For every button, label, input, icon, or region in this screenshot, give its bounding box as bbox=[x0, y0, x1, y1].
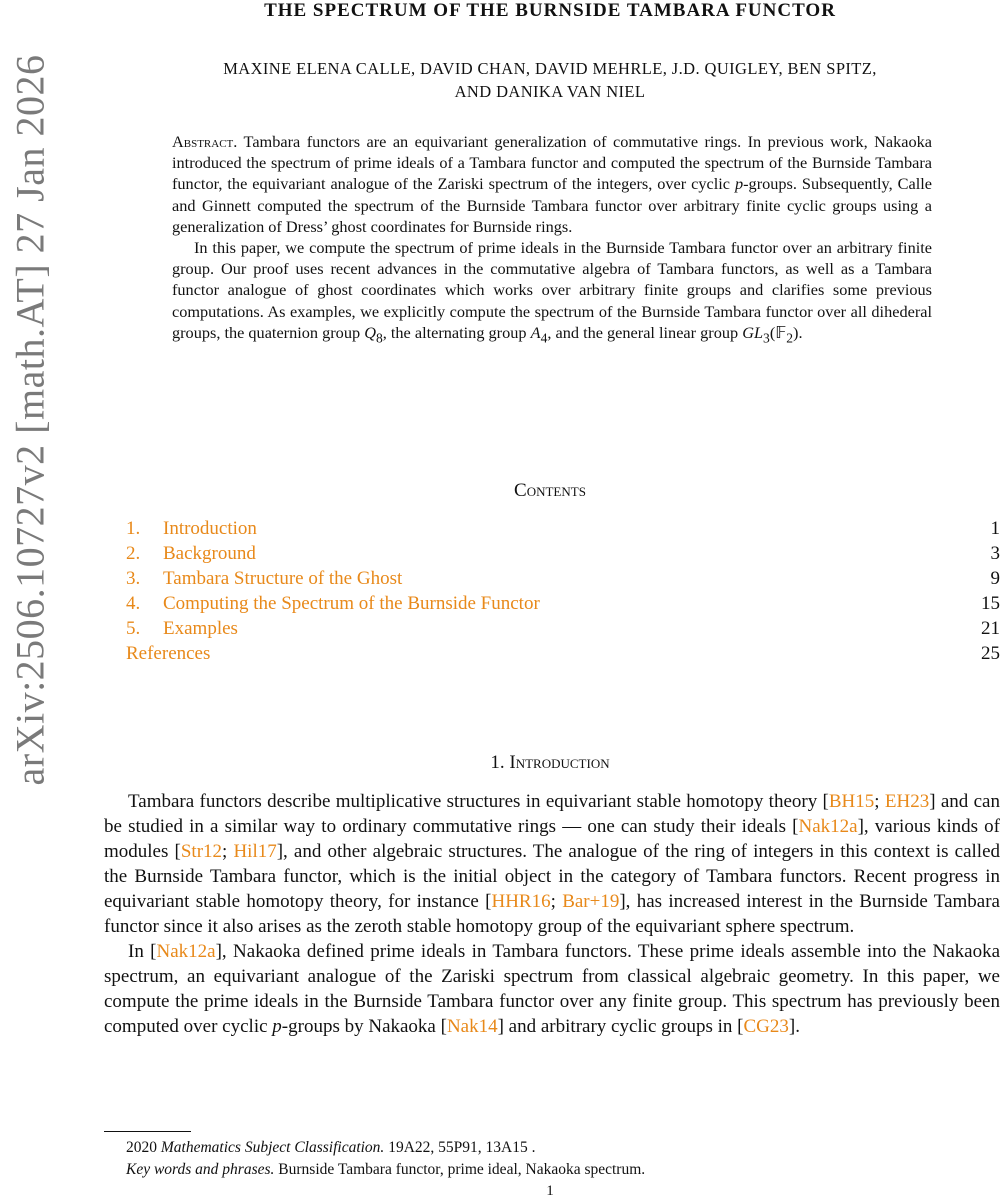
toc-link-examples[interactable]: Examples bbox=[163, 618, 238, 639]
abstract-text: In this paper, we compute the spectrum of prime ideals in the Burnside Tambara functor over an arbitrary finite group. Our proof uses recent advances in the commutative algebra of Tambara functors, as well as a Tambara functor analogue of ghost coordinates which works over arbitrary finite groups and clarifies some previous computations. As examples, we explicitly compute the spectrum of the Burnside Tambara functor over all dihederal groups, the quaternion group bbox=[172, 238, 932, 342]
toc-page: 21 bbox=[981, 618, 1000, 639]
arxiv-id: arXiv:2506.10727v2 [math.AT] 27 Jan 2026 bbox=[7, 54, 53, 786]
math-q8: Q bbox=[364, 322, 376, 342]
footnote-label: Key words and phrases. bbox=[126, 1161, 275, 1178]
body-paragraph-1 bbox=[104, 789, 1000, 939]
citation-link[interactable]: Bar+19 bbox=[562, 891, 620, 912]
math-p: p bbox=[272, 1016, 282, 1037]
body-text: ; bbox=[222, 841, 234, 862]
section-body bbox=[104, 789, 1000, 1039]
section-number: 1. bbox=[490, 752, 505, 773]
toc-page: 15 bbox=[981, 593, 1000, 614]
toc-entry[interactable] bbox=[126, 516, 1000, 541]
body-text: ; bbox=[550, 891, 563, 912]
math-subscript: 3 bbox=[763, 330, 770, 346]
footnote-msc bbox=[104, 1137, 1000, 1159]
table-of-contents bbox=[126, 516, 1000, 666]
page-number: 1 bbox=[546, 1183, 554, 1199]
citation-link[interactable]: Nak12a bbox=[798, 816, 858, 837]
footnote-rule bbox=[104, 1131, 191, 1132]
toc-page: 25 bbox=[981, 643, 1000, 664]
body-text: -groups by Nakaoka [ bbox=[281, 1016, 447, 1037]
toc-link-references[interactable]: References bbox=[126, 643, 211, 664]
citation-link[interactable]: BH15 bbox=[828, 791, 875, 812]
citation-link[interactable]: Nak14 bbox=[446, 1016, 498, 1037]
math-subscript: 8 bbox=[375, 330, 383, 346]
math-gl: GL bbox=[742, 322, 764, 342]
math-subscript: 2 bbox=[786, 330, 794, 346]
citation-link[interactable]: Nak12a bbox=[156, 941, 216, 962]
footnotes bbox=[104, 1137, 1000, 1181]
contents-heading: Contents bbox=[514, 480, 586, 501]
toc-link-tambara-structure[interactable]: Tambara Structure of the Ghost bbox=[163, 568, 403, 589]
authors-line-1: MAXINE ELENA CALLE, DAVID CHAN, DAVID MEHRLE, J.D. QUIGLEY, BEN SPITZ, bbox=[223, 59, 877, 78]
math-a4: A bbox=[530, 322, 541, 342]
citation-link[interactable]: HHR16 bbox=[491, 891, 551, 912]
abstract-text: , and the general linear group bbox=[547, 322, 739, 342]
toc-number[interactable]: 4. bbox=[126, 593, 141, 614]
body-text: ], various kinds of modules [ bbox=[104, 816, 1000, 862]
body-text: In [ bbox=[128, 941, 157, 962]
abstract bbox=[172, 131, 932, 348]
math-p: p bbox=[735, 174, 744, 194]
abstract-label: Abstract. bbox=[172, 132, 238, 151]
arxiv-stamp bbox=[0, 0, 60, 1200]
body-text: ] and can be studied in a similar way to ordinary commutative rings — one can study their ideals [ bbox=[104, 791, 1000, 837]
citation-link[interactable]: CG23 bbox=[743, 1016, 789, 1037]
citation-link[interactable]: Str12 bbox=[180, 841, 223, 862]
toc-entry[interactable] bbox=[126, 616, 1000, 641]
toc-link-computing-spectrum[interactable]: Computing the Spectrum of the Burnside Functor bbox=[163, 593, 540, 614]
footnote-text: 2020 bbox=[126, 1139, 161, 1156]
body-text: ; bbox=[874, 791, 885, 812]
abstract-text: Tambara functors are an equivariant generalization of commutative rings. In previous work, Nakaoka introduced the spectrum of prime ideals of a Tambara functor and computed the spectrum of the Burnside Tambara functor, the equivariant analogue of the Zariski spectrum of the integers, over cyclic bbox=[172, 132, 933, 194]
toc-entry[interactable] bbox=[126, 566, 1000, 591]
toc-entry[interactable] bbox=[126, 541, 1000, 566]
toc-entry[interactable] bbox=[126, 641, 1000, 666]
abstract-text: ). bbox=[793, 322, 803, 342]
toc-number[interactable]: 3. bbox=[126, 568, 141, 589]
citation-link[interactable]: Hil17 bbox=[233, 841, 277, 862]
body-text: ] and arbitrary cyclic groups in [ bbox=[497, 1016, 744, 1037]
body-text: ]. bbox=[788, 1016, 800, 1037]
footnote-text: 19A22, 55P91, 13A15 . bbox=[384, 1139, 536, 1156]
math-subscript: 4 bbox=[540, 330, 548, 346]
toc-page: 1 bbox=[990, 518, 1000, 539]
toc-number[interactable]: 5. bbox=[126, 618, 141, 639]
authors-line-2: AND DANIKA VAN NIEL bbox=[454, 82, 646, 101]
abstract-paragraph-2 bbox=[172, 237, 932, 348]
toc-number[interactable]: 1. bbox=[126, 518, 141, 539]
toc-page: 3 bbox=[990, 543, 1000, 564]
body-text: ], has increased interest in the Burnside Tambara functor since it also arises as the zeroth stable homotopy group of the equivariant sphere spectrum. bbox=[104, 891, 1000, 937]
body-text: ], Nakaoka defined prime ideals in Tambara functors. These prime ideals assemble into the Nakaoka spectrum, an equivariant analogue of the Zariski spectrum from classical algebraic geometry. In this paper, we compute the prime ideals in the Burnside Tambara functor over any finite group. This spectrum has previously been computed over cyclic bbox=[104, 941, 1000, 1037]
footnote-label: Mathematics Subject Classification. bbox=[160, 1139, 385, 1156]
footnote-text: Burnside Tambara functor, prime ideal, Nakaoka spectrum. bbox=[274, 1161, 646, 1178]
footnote-keywords bbox=[104, 1159, 1000, 1181]
toc-entry[interactable] bbox=[126, 591, 1000, 616]
body-paragraph-2 bbox=[104, 939, 1000, 1039]
toc-page: 9 bbox=[990, 568, 1000, 589]
math-field: (𝔽 bbox=[769, 322, 787, 342]
authors bbox=[100, 57, 1000, 103]
abstract-text: , the alternating group bbox=[382, 322, 527, 342]
toc-number[interactable]: 2. bbox=[126, 543, 141, 564]
body-text: Tambara functors describe multiplicative structures in equivariant stable homotopy theory [ bbox=[128, 791, 829, 812]
section-title: Introduction bbox=[509, 752, 610, 773]
toc-link-background[interactable]: Background bbox=[163, 543, 256, 564]
toc-link-introduction[interactable]: Introduction bbox=[163, 518, 257, 539]
citation-link[interactable]: EH23 bbox=[884, 791, 930, 812]
body-text: ], and other algebraic structures. The analogue of the ring of integers in this context is called the Burnside Tambara functor, which is the initial object in the category of Tambara functors. Recent progress in equivariant stable homotopy theory, for instance [ bbox=[104, 841, 1001, 912]
abstract-text: -groups. Subsequently, Calle and Ginnett computed the spectrum of the Burnside Tambara functor over arbitrary finite cyclic groups using a generalization of Dress’ ghost coordinates for Burnside rings. bbox=[172, 174, 932, 236]
abstract-paragraph-1 bbox=[172, 131, 932, 237]
section-heading-introduction bbox=[100, 752, 1000, 774]
paper-title: THE SPECTRUM OF THE BURNSIDE TAMBARA FUNCTOR bbox=[264, 0, 836, 21]
